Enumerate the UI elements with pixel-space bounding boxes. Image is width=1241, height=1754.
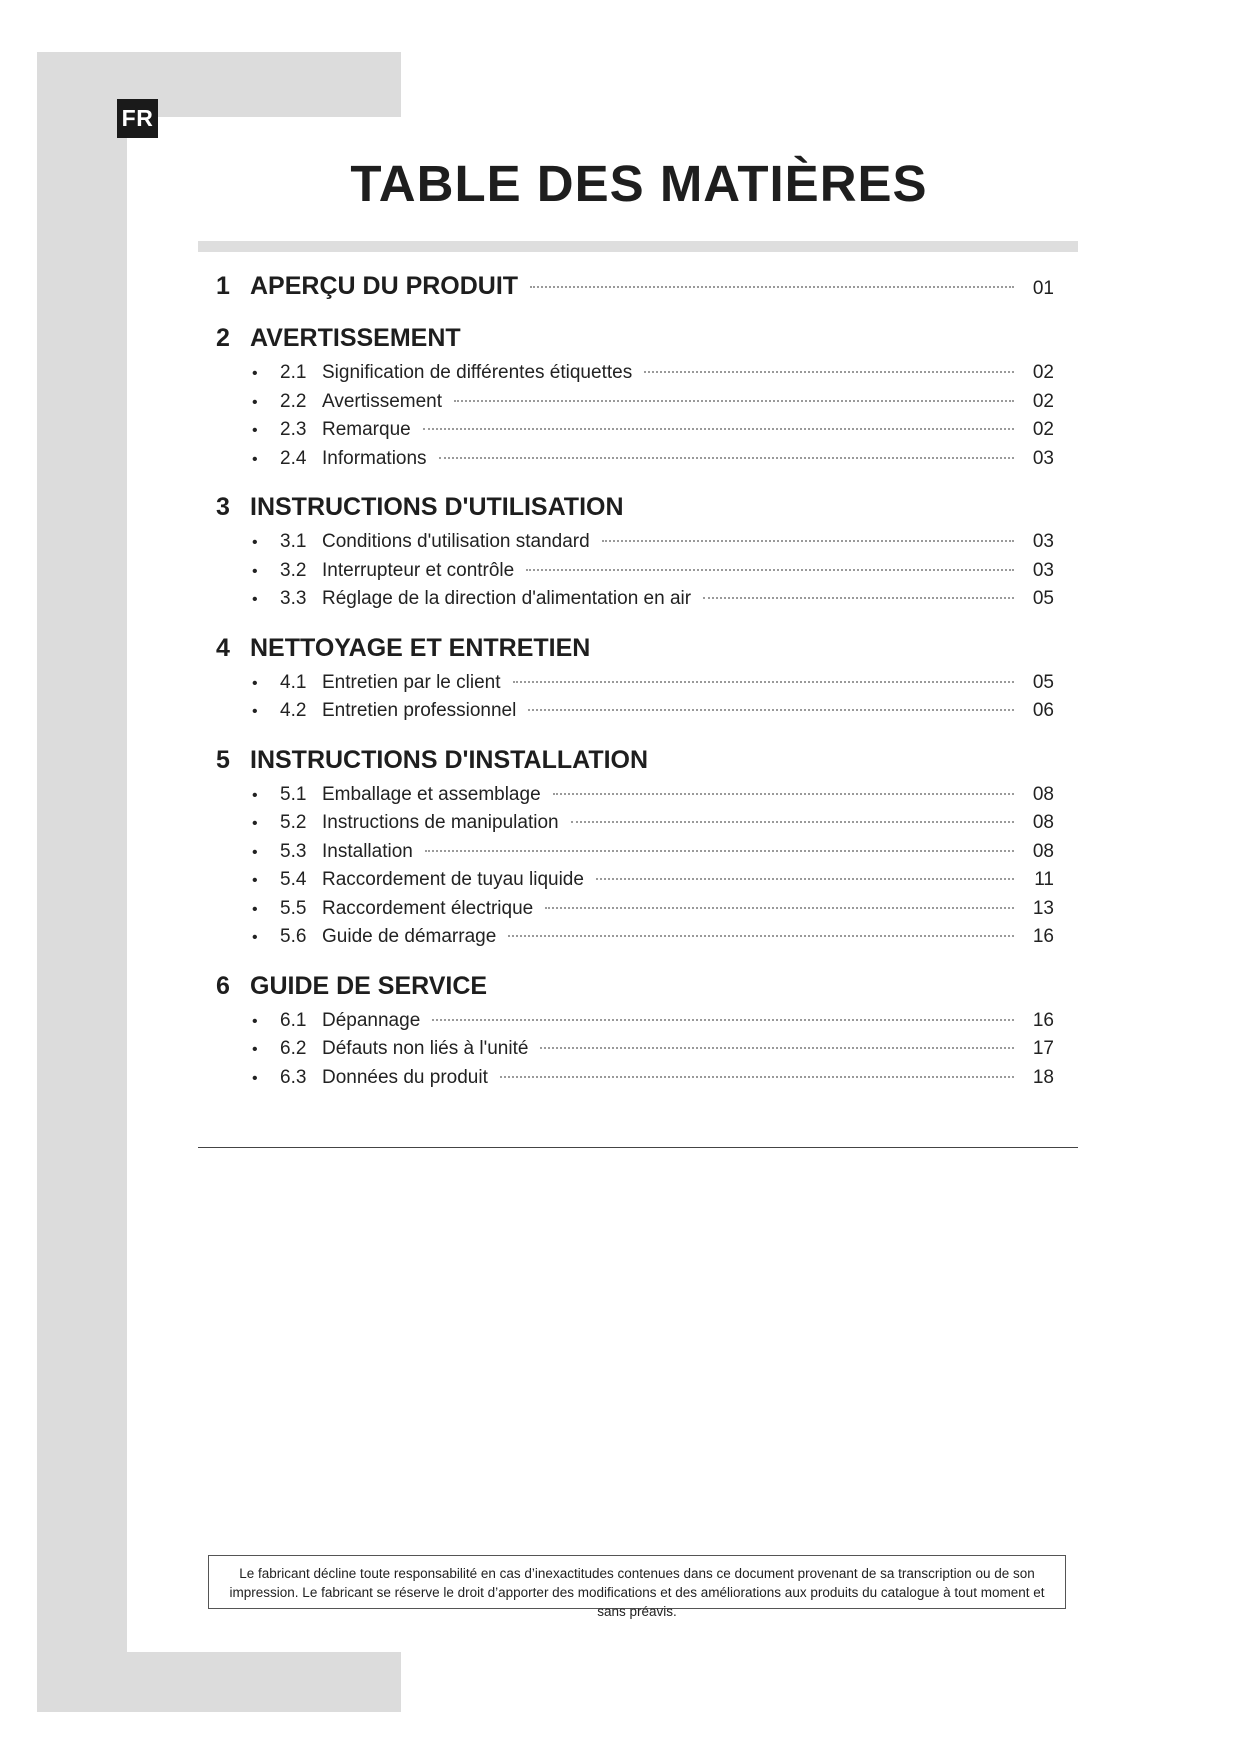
toc-page-number: 16: [1032, 926, 1054, 947]
bullet-icon: •: [252, 365, 258, 382]
bullet-icon: •: [252, 1069, 258, 1087]
dot-leader: [425, 850, 1014, 852]
toc-section-title: INSTRUCTIONS D'INSTALLATION: [250, 745, 649, 774]
toc-item-number: 2.1: [280, 362, 307, 383]
toc-page-number: 02: [1032, 362, 1054, 383]
toc-item-number: 3.1: [280, 531, 307, 552]
toc-page-number: 16: [1032, 1009, 1054, 1031]
bullet-icon: •: [252, 1012, 258, 1030]
toc-item-label: Emballage et assemblage: [322, 783, 541, 805]
toc-item-label: Dépannage: [322, 1009, 421, 1031]
toc-item-label: Remarque: [322, 419, 411, 440]
toc-item[interactable]: [216, 585, 1054, 614]
toc-item-label: Guide de démarrage: [322, 926, 497, 947]
toc-section-heading[interactable]: [216, 268, 1054, 304]
toc-section-number: 3: [216, 493, 230, 521]
toc-page-number: 03: [1032, 559, 1054, 581]
toc-section: [216, 742, 1054, 952]
bullet-icon: •: [252, 843, 258, 861]
toc-page-number: 02: [1032, 419, 1054, 440]
bullet-icon: •: [252, 872, 258, 889]
toc-section-title: NETTOYAGE ET ENTRETIEN: [250, 633, 591, 662]
dot-leader: [528, 709, 1014, 711]
toc-page-number: 05: [1032, 671, 1054, 693]
toc-section-number: 2: [216, 324, 230, 352]
toc-page-number: 06: [1032, 700, 1054, 721]
toc-item-number: 2.4: [280, 447, 307, 469]
bullet-icon: •: [252, 1041, 258, 1058]
language-tab: FR: [117, 99, 158, 138]
toc-page-number: 17: [1032, 1038, 1054, 1059]
toc-item-label: Installation: [322, 840, 413, 862]
toc-item[interactable]: [216, 1035, 1054, 1064]
toc-section-title: INSTRUCTIONS D'UTILISATION: [250, 493, 624, 521]
toc-item[interactable]: [216, 809, 1054, 838]
toc-item-number: 4.1: [280, 671, 307, 693]
toc-page-number: 08: [1032, 812, 1054, 833]
bullet-icon: •: [252, 534, 258, 551]
toc-section: [216, 268, 1054, 304]
dot-leader: [703, 597, 1014, 599]
dot-leader: [596, 878, 1014, 880]
margin-band-bottom: [37, 1652, 401, 1712]
dot-leader: [545, 907, 1014, 909]
toc-page-number: 03: [1032, 531, 1054, 552]
toc-item[interactable]: [216, 528, 1054, 557]
bullet-icon: •: [252, 422, 258, 439]
toc-page-number: 08: [1032, 840, 1054, 862]
toc-page-number: 01: [1032, 278, 1054, 299]
toc-section: [216, 489, 1054, 614]
bullet-icon: •: [252, 674, 258, 692]
toc-section-number: 4: [216, 633, 230, 662]
toc-item-list: [216, 528, 1054, 614]
toc-section: [216, 630, 1054, 726]
toc-item[interactable]: [216, 866, 1054, 895]
toc-item[interactable]: [216, 669, 1054, 698]
toc-item-label: Raccordement électrique: [322, 897, 534, 919]
toc-section: [216, 320, 1054, 473]
toc-item-label: Signification de différentes étiquettes: [322, 362, 633, 383]
toc-page-number: 18: [1032, 1066, 1054, 1088]
dot-leader: [508, 935, 1014, 937]
toc-item-label: Entretien par le client: [322, 671, 501, 693]
toc-page-number: 03: [1032, 447, 1054, 469]
toc-item-label: Informations: [322, 447, 427, 469]
bullet-icon: •: [252, 393, 258, 411]
dot-leader: [423, 428, 1014, 430]
toc-item-number: 6.2: [280, 1038, 307, 1059]
toc-section-title: APERÇU DU PRODUIT: [250, 272, 519, 300]
margin-band-side: [37, 52, 127, 1712]
toc-page-number: 02: [1032, 390, 1054, 412]
toc-item-number: 3.3: [280, 588, 307, 609]
toc-item-number: 3.2: [280, 559, 307, 581]
toc-item-label: Instructions de manipulation: [322, 812, 559, 833]
toc-item-list: [216, 1007, 1054, 1093]
toc-item[interactable]: [216, 1007, 1054, 1036]
dot-leader: [513, 681, 1015, 683]
toc-item-label: Données du produit: [322, 1066, 488, 1088]
toc-item[interactable]: [216, 923, 1054, 952]
toc-item-number: 5.1: [280, 783, 307, 805]
disclaimer-box: Le fabricant décline toute responsabilité en cas d’inexactitudes contenues dans ce document provenant de sa transcription ou de son impression. Le fabricant se réserve le droit d’apporter des modifications et des améliorations aux produits du catalogue à tout moment et sans préavis.: [208, 1555, 1066, 1609]
toc-section-number: 5: [216, 745, 230, 774]
dot-leader: [644, 371, 1014, 373]
toc-page-number: 08: [1032, 783, 1054, 805]
bullet-icon: •: [252, 786, 258, 804]
dot-leader: [571, 821, 1014, 823]
toc-item-label: Avertissement: [322, 390, 443, 412]
page-title: TABLE DES MATIÈRES: [350, 155, 928, 212]
toc-item-label: Entretien professionnel: [322, 700, 517, 721]
toc-section-heading[interactable]: [216, 320, 1054, 356]
dot-leader: [553, 793, 1014, 795]
toc-item-number: 5.4: [280, 869, 307, 890]
toc-item-number: 5.3: [280, 840, 307, 862]
dot-leader: [439, 457, 1014, 459]
toc-item-number: 2.2: [280, 390, 307, 412]
bullet-icon: •: [252, 591, 258, 608]
bullet-icon: •: [252, 562, 258, 580]
toc-section-heading[interactable]: [216, 630, 1054, 666]
toc-section: [216, 968, 1054, 1093]
toc-item-number: 5.6: [280, 926, 307, 947]
dot-leader: [526, 569, 1014, 571]
toc-page-number: 13: [1032, 897, 1054, 919]
toc-item-list: [216, 781, 1054, 952]
bullet-icon: •: [252, 450, 258, 468]
toc-item-list: [216, 669, 1054, 726]
toc-item[interactable]: [216, 557, 1054, 586]
toc-item-list: [216, 359, 1054, 473]
toc-item[interactable]: [216, 445, 1054, 474]
toc-item[interactable]: [216, 1064, 1054, 1093]
toc-section-heading[interactable]: [216, 968, 1054, 1004]
toc-item-label: Conditions d'utilisation standard: [322, 531, 590, 552]
dot-leader: [500, 1076, 1014, 1078]
toc-item-label: Interrupteur et contrôle: [322, 559, 515, 581]
toc-item[interactable]: [216, 388, 1054, 417]
toc-section-number: 6: [216, 971, 230, 1000]
bottom-divider: [198, 1147, 1078, 1148]
toc-item-label: Raccordement de tuyau liquide: [322, 869, 584, 890]
table-of-contents: [216, 268, 1054, 1108]
bullet-icon: •: [252, 929, 258, 946]
toc-item[interactable]: [216, 838, 1054, 867]
toc-item[interactable]: [216, 781, 1054, 810]
dot-leader: [432, 1019, 1014, 1021]
toc-item-label: Défauts non liés à l'unité: [322, 1038, 529, 1059]
bullet-icon: •: [252, 703, 258, 720]
toc-section-number: 1: [216, 272, 230, 300]
toc-section-title: AVERTISSEMENT: [250, 324, 461, 352]
toc-item-number: 5.2: [280, 812, 307, 833]
toc-section-heading[interactable]: [216, 489, 1054, 525]
toc-item[interactable]: [216, 416, 1054, 445]
toc-page-number: 05: [1032, 588, 1054, 609]
toc-item-label: Réglage de la direction d'alimentation en air: [322, 588, 692, 609]
title-divider: [198, 241, 1078, 252]
toc-item[interactable]: [216, 895, 1054, 924]
toc-section-heading[interactable]: [216, 742, 1054, 778]
bullet-icon: •: [252, 815, 258, 832]
toc-item[interactable]: [216, 697, 1054, 726]
toc-item-number: 2.3: [280, 419, 307, 440]
dot-leader: [602, 540, 1014, 542]
toc-section-title: GUIDE DE SERVICE: [250, 971, 488, 1000]
toc-item-number: 6.3: [280, 1066, 307, 1088]
toc-page-number: 11: [1034, 869, 1054, 890]
dot-leader: [530, 286, 1014, 288]
dot-leader: [454, 400, 1014, 402]
dot-leader: [540, 1047, 1014, 1049]
toc-item[interactable]: [216, 359, 1054, 388]
toc-item-number: 4.2: [280, 700, 307, 721]
toc-item-number: 6.1: [280, 1009, 307, 1031]
toc-item-number: 5.5: [280, 897, 307, 919]
bullet-icon: •: [252, 900, 258, 918]
